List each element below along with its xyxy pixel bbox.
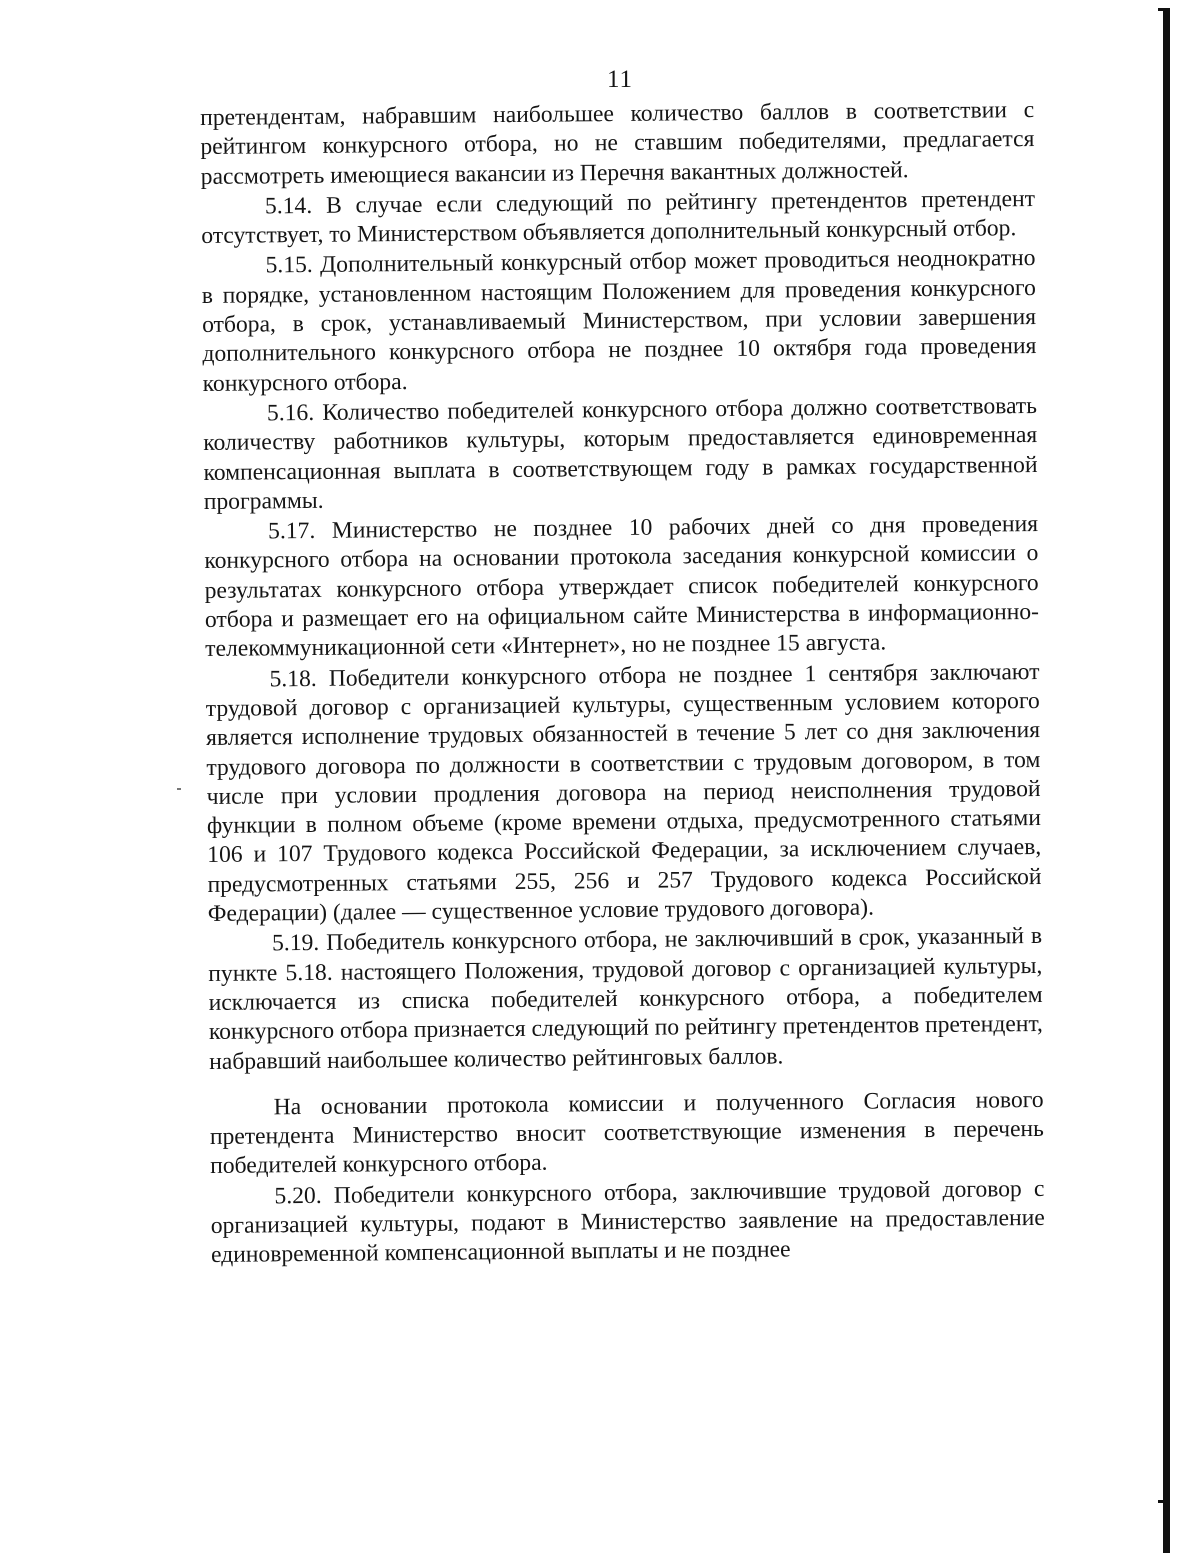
scan-border-right	[1163, 8, 1170, 1553]
paragraph-5-14: 5.14. В случае если следующий по рейтингу претендентов претендент отсутствует, то Министерством объявляется дополнительный конкурсный отбор.	[201, 185, 1036, 250]
paragraph-continuation: претендентам, набравшим наибольшее количество баллов в соответствии с рейтингом конкурсного отбора, но не ставшим победителями, предлагается рассмотреть имеющиеся вакансии из Перечня вакантных должностей.	[200, 96, 1035, 190]
scan-border-tick	[1158, 8, 1163, 11]
page-number: 11	[606, 66, 634, 93]
paragraph-5-19: 5.19. Победитель конкурсного отбора, не заключивший в срок, указанный в пункте 5.18. настоящего Положения, трудовой договор с организацией культуры, исключается из списка победителей конкурсного отбора, а победителем конкурсного отбора признается следующий по рейтингу претендентов претендент, набравший наибольшее количество рейтинговых баллов.	[208, 923, 1044, 1075]
document-body	[200, 96, 1045, 1271]
scan-border-tick	[1158, 1500, 1163, 1503]
paragraph-5-16: 5.16. Количество победителей конкурсного отбора должно соответствовать количеству работников культуры, которым предоставляется единовременная компенсационная выплата в соответствующем году в рамках государственной программы.	[203, 392, 1038, 515]
paragraph-5-17: 5.17. Министерство не позднее 10 рабочих дней со дня проведения конкурсного отбора на основании протокола заседания конкурсной комиссии о результатах конкурсного отбора утверждает список победителей конкурсного отбора и размещает его на официальном сайте Министерства в информационно-телекоммуникационной сети «Интернет», но не позднее 15 августа.	[204, 511, 1040, 663]
paragraph-5-20: 5.20. Победители конкурсного отбора, заключившие трудовой договор с организацией культуры, подают в Министерство заявление на предоставление единовременной компенсационной выплаты и не позднее	[210, 1175, 1045, 1269]
paragraph-5-18: 5.18. Победители конкурсного отбора не позднее 1 сентября заключают трудовой договор с организацией культуры, существенным условием которого является исполнение трудовых обязанностей в течение 5 лет со дня заключения трудового договора по должности в соответствии с трудовым договором, в том числе при условии продления договора на период неисполнения трудовой функции в полном объеме (кроме времени отдыха, предусмотренного статьями 106 и 107 Трудового кодекса Российской Федерации, за исключением случаев, предусмотренных статьями 255, 256 и 257 Трудового кодекса Российской Федерации) (далее — существенное условие трудового договора).	[205, 658, 1042, 927]
paragraph-5-15: 5.15. Дополнительный конкурсный отбор может проводиться неоднократно в порядке, установленном настоящим Положением для проведения конкурсного отбора, в срок, устанавливаемый Министерством, при условии завершения дополнительного конкурсного отбора не позднее 10 октября года проведения конкурсного отбора.	[201, 245, 1037, 397]
scan-speck	[177, 788, 181, 790]
paragraph-protocol: На основании протокола комиссии и полученного Согласия нового претендента Министерство вносит соответствующие изменения в перечень победителей конкурсного отбора.	[209, 1086, 1045, 1180]
